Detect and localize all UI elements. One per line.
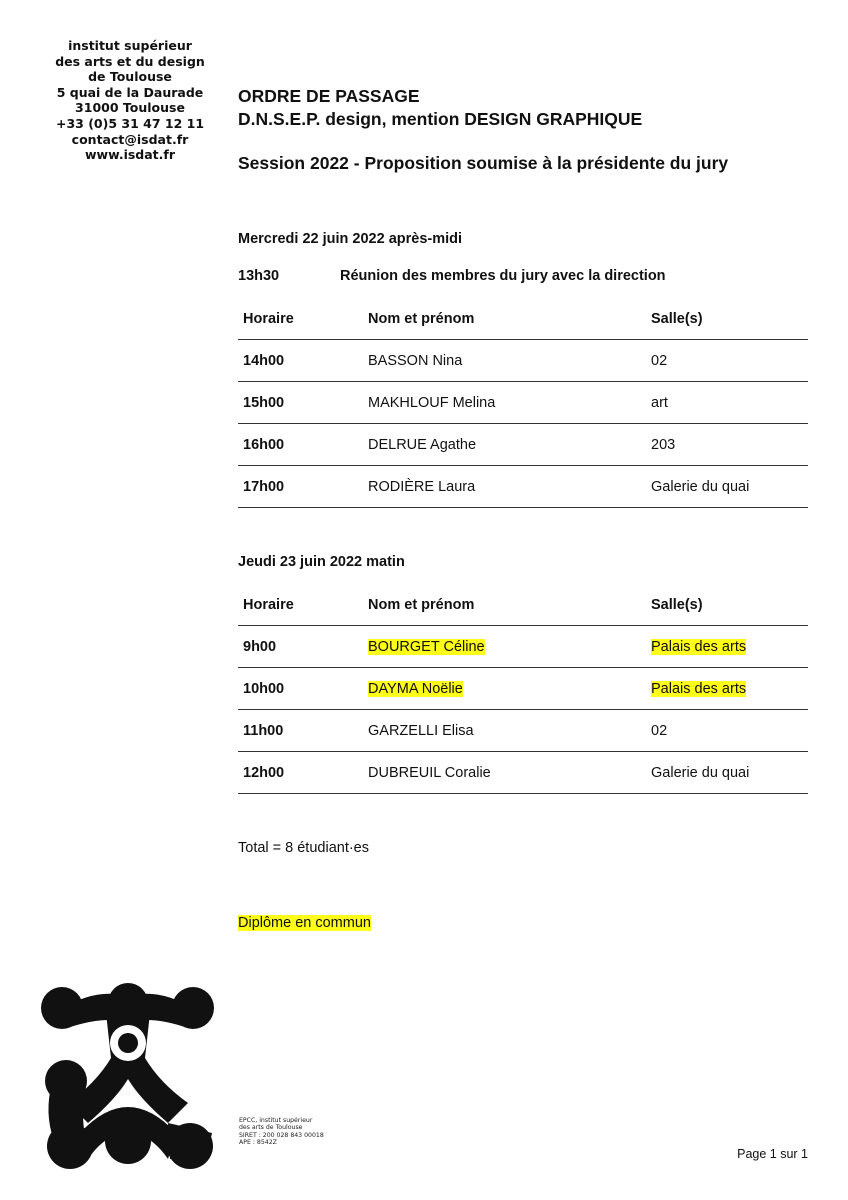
address-line: de Toulouse <box>88 69 172 85</box>
table-row <box>238 340 808 382</box>
day1-heading: Mercredi 22 juin 2022 après-midi <box>238 231 463 247</box>
name-cell: RODIÈRE Laura <box>368 478 476 495</box>
room-cell: 02 <box>651 722 668 739</box>
day2-schedule-table <box>238 596 808 794</box>
table-row <box>238 424 808 466</box>
room-cell: art <box>651 394 668 411</box>
table-header-row <box>238 310 808 340</box>
name-cell: BASSON Nina <box>368 352 463 369</box>
session-title: Session 2022 - Proposition soumise à la présidente du jury <box>238 153 729 173</box>
meeting-time: 13h30 <box>238 268 280 284</box>
address-line: institut supérieur <box>68 38 192 53</box>
time-cell: 10h00 <box>243 680 285 697</box>
name-cell: GARZELLI Elisa <box>368 722 474 739</box>
time-cell: 12h00 <box>243 764 285 781</box>
room-cell: 02 <box>651 352 668 369</box>
column-header-room: Salle(s) <box>651 597 703 613</box>
table-row <box>238 710 808 752</box>
common-diploma-label: Diplôme en commun <box>238 915 371 931</box>
highlighted-name: DAYMA Noëlie <box>368 680 463 697</box>
table-row <box>238 668 808 710</box>
legal-line: SIRET : 200 028 843 00018 <box>239 1131 324 1139</box>
table-row <box>238 752 808 794</box>
table-row <box>238 626 808 668</box>
address-line: 5 quai de la Daurade <box>56 84 204 100</box>
name-cell: DELRUE Agathe <box>368 436 477 453</box>
room-cell: 203 <box>651 436 676 453</box>
column-header-time: Horaire <box>243 311 294 327</box>
document-subtitle: D.N.S.E.P. design, mention DESIGN GRAPHIQUE <box>238 109 643 129</box>
legal-line: APE : 8542Z <box>239 1139 277 1147</box>
common-diploma-note <box>238 915 371 931</box>
address-line: 31000 Toulouse <box>75 100 185 116</box>
legal-line: des arts de Toulouse <box>239 1124 303 1132</box>
day1-schedule-table <box>238 310 808 508</box>
time-cell: 16h00 <box>243 436 285 453</box>
name-cell: MAKHLOUF Melina <box>368 394 496 411</box>
room-cell: Galerie du quai <box>651 478 750 495</box>
time-cell: 15h00 <box>243 394 285 411</box>
highlighted-room: Palais des arts <box>651 638 747 655</box>
table-row <box>238 382 808 424</box>
document-title: ORDRE DE PASSAGE <box>238 86 420 106</box>
legal-line: EPCC, institut supérieur <box>239 1117 313 1124</box>
table-header-row <box>238 596 808 626</box>
column-header-room: Salle(s) <box>651 311 703 327</box>
time-cell: 17h00 <box>243 478 285 495</box>
time-cell: 9h00 <box>243 638 277 655</box>
highlighted-name: BOURGET Céline <box>368 638 485 655</box>
time-cell: 14h00 <box>243 352 285 369</box>
name-cell <box>363 668 646 710</box>
meeting-description: Réunion des membres du jury avec la direction <box>340 268 666 284</box>
highlighted-room: Palais des arts <box>651 680 747 697</box>
name-cell: DUBREUIL Coralie <box>368 764 491 781</box>
table-row <box>238 466 808 508</box>
isdat-logo-icon <box>40 983 218 1173</box>
page-number: Page 1 sur 1 <box>737 1147 808 1161</box>
day2-heading: Jeudi 23 juin 2022 matin <box>238 554 405 570</box>
legal-information <box>239 1117 324 1147</box>
room-cell <box>646 668 808 710</box>
column-header-name: Nom et prénom <box>368 597 475 613</box>
column-header-time: Horaire <box>243 597 294 613</box>
room-cell: Galerie du quai <box>651 764 750 781</box>
website-link[interactable]: www.isdat.fr <box>84 147 176 163</box>
address-line: des arts et du design <box>55 53 205 69</box>
name-cell <box>363 626 646 668</box>
column-header-name: Nom et prénom <box>368 311 475 327</box>
email-link[interactable]: contact@isdat.fr <box>71 131 189 147</box>
total-students: Total = 8 étudiant·es <box>238 840 369 856</box>
institution-address <box>40 38 220 163</box>
time-cell: 11h00 <box>243 722 284 739</box>
address-line: +33 (0)5 31 47 12 11 <box>55 115 205 131</box>
room-cell <box>646 626 808 668</box>
